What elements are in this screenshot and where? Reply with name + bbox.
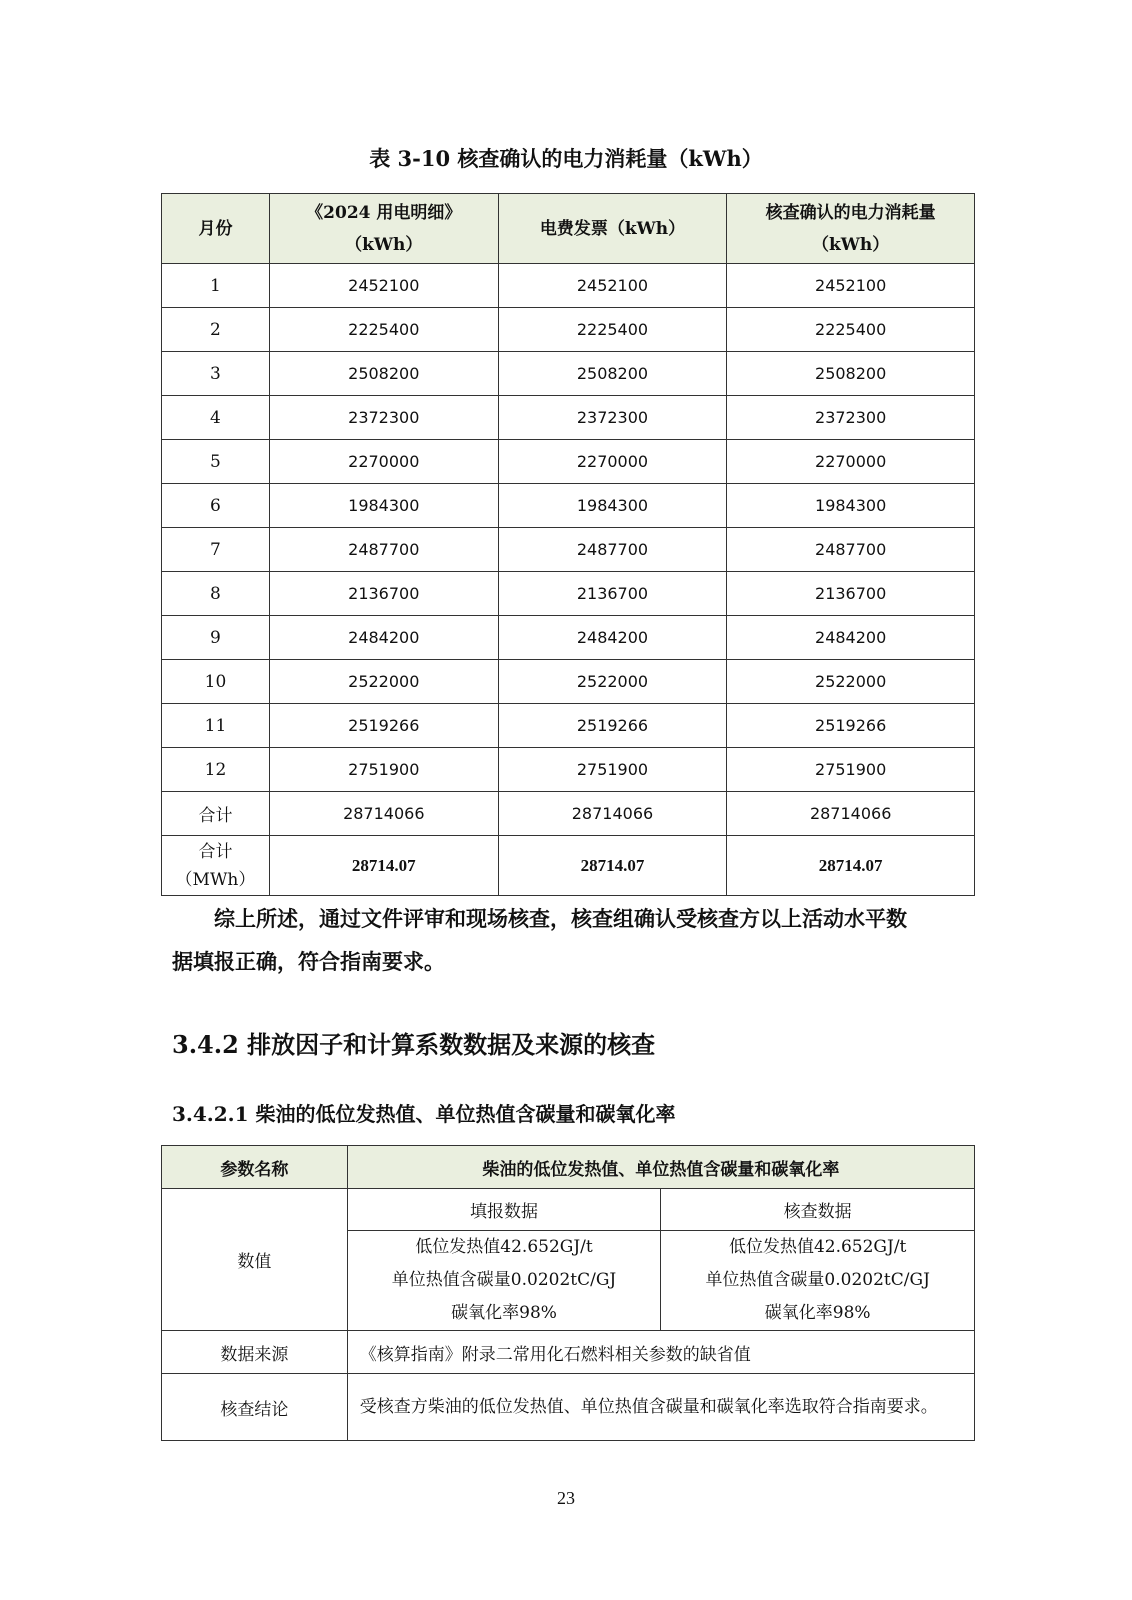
invoice-cell: 2372300 xyxy=(498,396,727,440)
month-cell: 3 xyxy=(162,352,270,396)
conclusion-label: 核查结论 xyxy=(162,1374,348,1441)
verified-cell: 2522000 xyxy=(727,660,975,704)
header-verified-line1: 核查确认的电力消耗量 xyxy=(765,202,936,223)
total-mwh-label-line1: 合计 xyxy=(198,841,233,862)
param-name-value: 柴油的低位发热值、单位热值含碳量和碳氧化率 xyxy=(347,1146,974,1189)
section-heading: 3.4.2 排放因子和计算系数数据及来源的核查 xyxy=(172,1030,656,1059)
month-cell: 11 xyxy=(162,704,270,748)
verified-cell: 1984300 xyxy=(727,484,975,528)
month-cell: 12 xyxy=(162,748,270,792)
total-mwh-invoice: 28714.07 xyxy=(498,836,727,896)
reported-line3: 碳氧化率98% xyxy=(451,1303,557,1323)
usage-detail-cell: 2225400 xyxy=(269,308,498,352)
page-number: 23 xyxy=(557,1488,575,1508)
usage-detail-cell: 2519266 xyxy=(269,704,498,748)
reported-line1: 低位发热值42.652GJ/t xyxy=(415,1237,593,1257)
invoice-cell: 2519266 xyxy=(498,704,727,748)
verified-cell: 2136700 xyxy=(727,572,975,616)
table-row xyxy=(162,704,975,748)
usage-detail-cell: 2270000 xyxy=(269,440,498,484)
table-row xyxy=(162,616,975,660)
verified-cell: 2519266 xyxy=(727,704,975,748)
param-name-label: 参数名称 xyxy=(162,1146,348,1189)
month-cell: 2 xyxy=(162,308,270,352)
month-cell: 10 xyxy=(162,660,270,704)
header-month: 月份 xyxy=(162,194,270,264)
total-invoice: 28714066 xyxy=(498,792,727,836)
table-row xyxy=(162,660,975,704)
conclusion-value: 受核查方柴油的低位发热值、单位热值含碳量和碳氧化率选取符合指南要求。 xyxy=(347,1374,974,1441)
summary-line-2: 据填报正确，符合指南要求。 xyxy=(172,949,445,974)
total-mwh-verified: 28714.07 xyxy=(727,836,975,896)
invoice-cell: 2522000 xyxy=(498,660,727,704)
invoice-cell: 1984300 xyxy=(498,484,727,528)
month-cell: 8 xyxy=(162,572,270,616)
month-cell: 7 xyxy=(162,528,270,572)
total-mwh-label-line2: （MWh） xyxy=(175,869,256,890)
table-row xyxy=(162,352,975,396)
usage-detail-cell: 2522000 xyxy=(269,660,498,704)
invoice-cell: 2508200 xyxy=(498,352,727,396)
total-mwh-detail: 28714.07 xyxy=(269,836,498,896)
reported-header: 填报数据 xyxy=(347,1189,661,1231)
subsection-heading: 3.4.2.1 柴油的低位发热值、单位热值含碳量和碳氧化率 xyxy=(172,1102,676,1126)
source-label: 数据来源 xyxy=(162,1331,348,1374)
reported-values xyxy=(347,1231,661,1331)
table-row xyxy=(162,528,975,572)
verified-cell: 2487700 xyxy=(727,528,975,572)
usage-detail-cell: 2372300 xyxy=(269,396,498,440)
summary-line-1: 综上所述，通过文件评审和现场核查，核查组确认受核查方以上活动水平数 xyxy=(214,906,907,931)
header-verified-line2: （kWh） xyxy=(812,234,890,255)
verified-values xyxy=(661,1231,975,1331)
verified-header: 核查数据 xyxy=(661,1189,975,1231)
verified-cell: 2372300 xyxy=(727,396,975,440)
usage-detail-cell: 2452100 xyxy=(269,264,498,308)
invoice-cell: 2452100 xyxy=(498,264,727,308)
header-verified xyxy=(727,194,975,264)
total-mwh-label xyxy=(162,836,270,896)
header-usage-detail xyxy=(269,194,498,264)
total-label: 合计 xyxy=(162,792,270,836)
table-header-row xyxy=(162,194,975,264)
month-cell: 6 xyxy=(162,484,270,528)
total-mwh-row xyxy=(162,836,975,896)
electricity-consumption-table xyxy=(161,193,975,896)
verified-cell: 2225400 xyxy=(727,308,975,352)
verified-cell: 2484200 xyxy=(727,616,975,660)
verified-cell: 2508200 xyxy=(727,352,975,396)
table-row xyxy=(162,748,975,792)
usage-detail-cell: 2751900 xyxy=(269,748,498,792)
verified-line1: 低位发热值42.652GJ/t xyxy=(728,1237,907,1257)
invoice-cell: 2751900 xyxy=(498,748,727,792)
value-subheader-row xyxy=(162,1189,975,1231)
verified-cell: 2751900 xyxy=(727,748,975,792)
month-cell: 9 xyxy=(162,616,270,660)
verified-line3: 碳氧化率98% xyxy=(764,1303,871,1323)
table-row xyxy=(162,440,975,484)
param-header-row xyxy=(162,1146,975,1189)
table-row xyxy=(162,308,975,352)
table-body xyxy=(162,264,975,792)
table-row xyxy=(162,572,975,616)
source-value: 《核算指南》附录二常用化石燃料相关参数的缺省值 xyxy=(347,1331,974,1374)
invoice-cell: 2136700 xyxy=(498,572,727,616)
usage-detail-cell: 2484200 xyxy=(269,616,498,660)
source-row xyxy=(162,1331,975,1374)
parameter-table xyxy=(161,1145,975,1441)
verified-cell: 2452100 xyxy=(727,264,975,308)
usage-detail-cell: 1984300 xyxy=(269,484,498,528)
value-label: 数值 xyxy=(162,1189,348,1331)
month-cell: 5 xyxy=(162,440,270,484)
total-verified: 28714066 xyxy=(727,792,975,836)
table-row xyxy=(162,264,975,308)
summary-paragraph xyxy=(172,897,972,983)
verified-cell: 2270000 xyxy=(727,440,975,484)
usage-detail-cell: 2508200 xyxy=(269,352,498,396)
invoice-cell: 2487700 xyxy=(498,528,727,572)
table-row xyxy=(162,396,975,440)
month-cell: 1 xyxy=(162,264,270,308)
table-row xyxy=(162,484,975,528)
invoice-cell: 2270000 xyxy=(498,440,727,484)
header-usage-detail-line1: 《2024 用电明细》 xyxy=(306,202,462,223)
usage-detail-cell: 2136700 xyxy=(269,572,498,616)
table-caption: 表 3-10 核查确认的电力消耗量（kWh） xyxy=(369,146,763,171)
invoice-cell: 2225400 xyxy=(498,308,727,352)
month-cell: 4 xyxy=(162,396,270,440)
reported-line2: 单位热值含碳量0.0202tC/GJ xyxy=(391,1270,617,1290)
invoice-cell: 2484200 xyxy=(498,616,727,660)
header-invoice: 电费发票（kWh） xyxy=(498,194,727,264)
header-usage-detail-line2: （kWh） xyxy=(345,234,423,255)
verified-line2: 单位热值含碳量0.0202tC/GJ xyxy=(705,1270,930,1290)
conclusion-row xyxy=(162,1374,975,1441)
total-detail: 28714066 xyxy=(269,792,498,836)
usage-detail-cell: 2487700 xyxy=(269,528,498,572)
total-row xyxy=(162,792,975,836)
